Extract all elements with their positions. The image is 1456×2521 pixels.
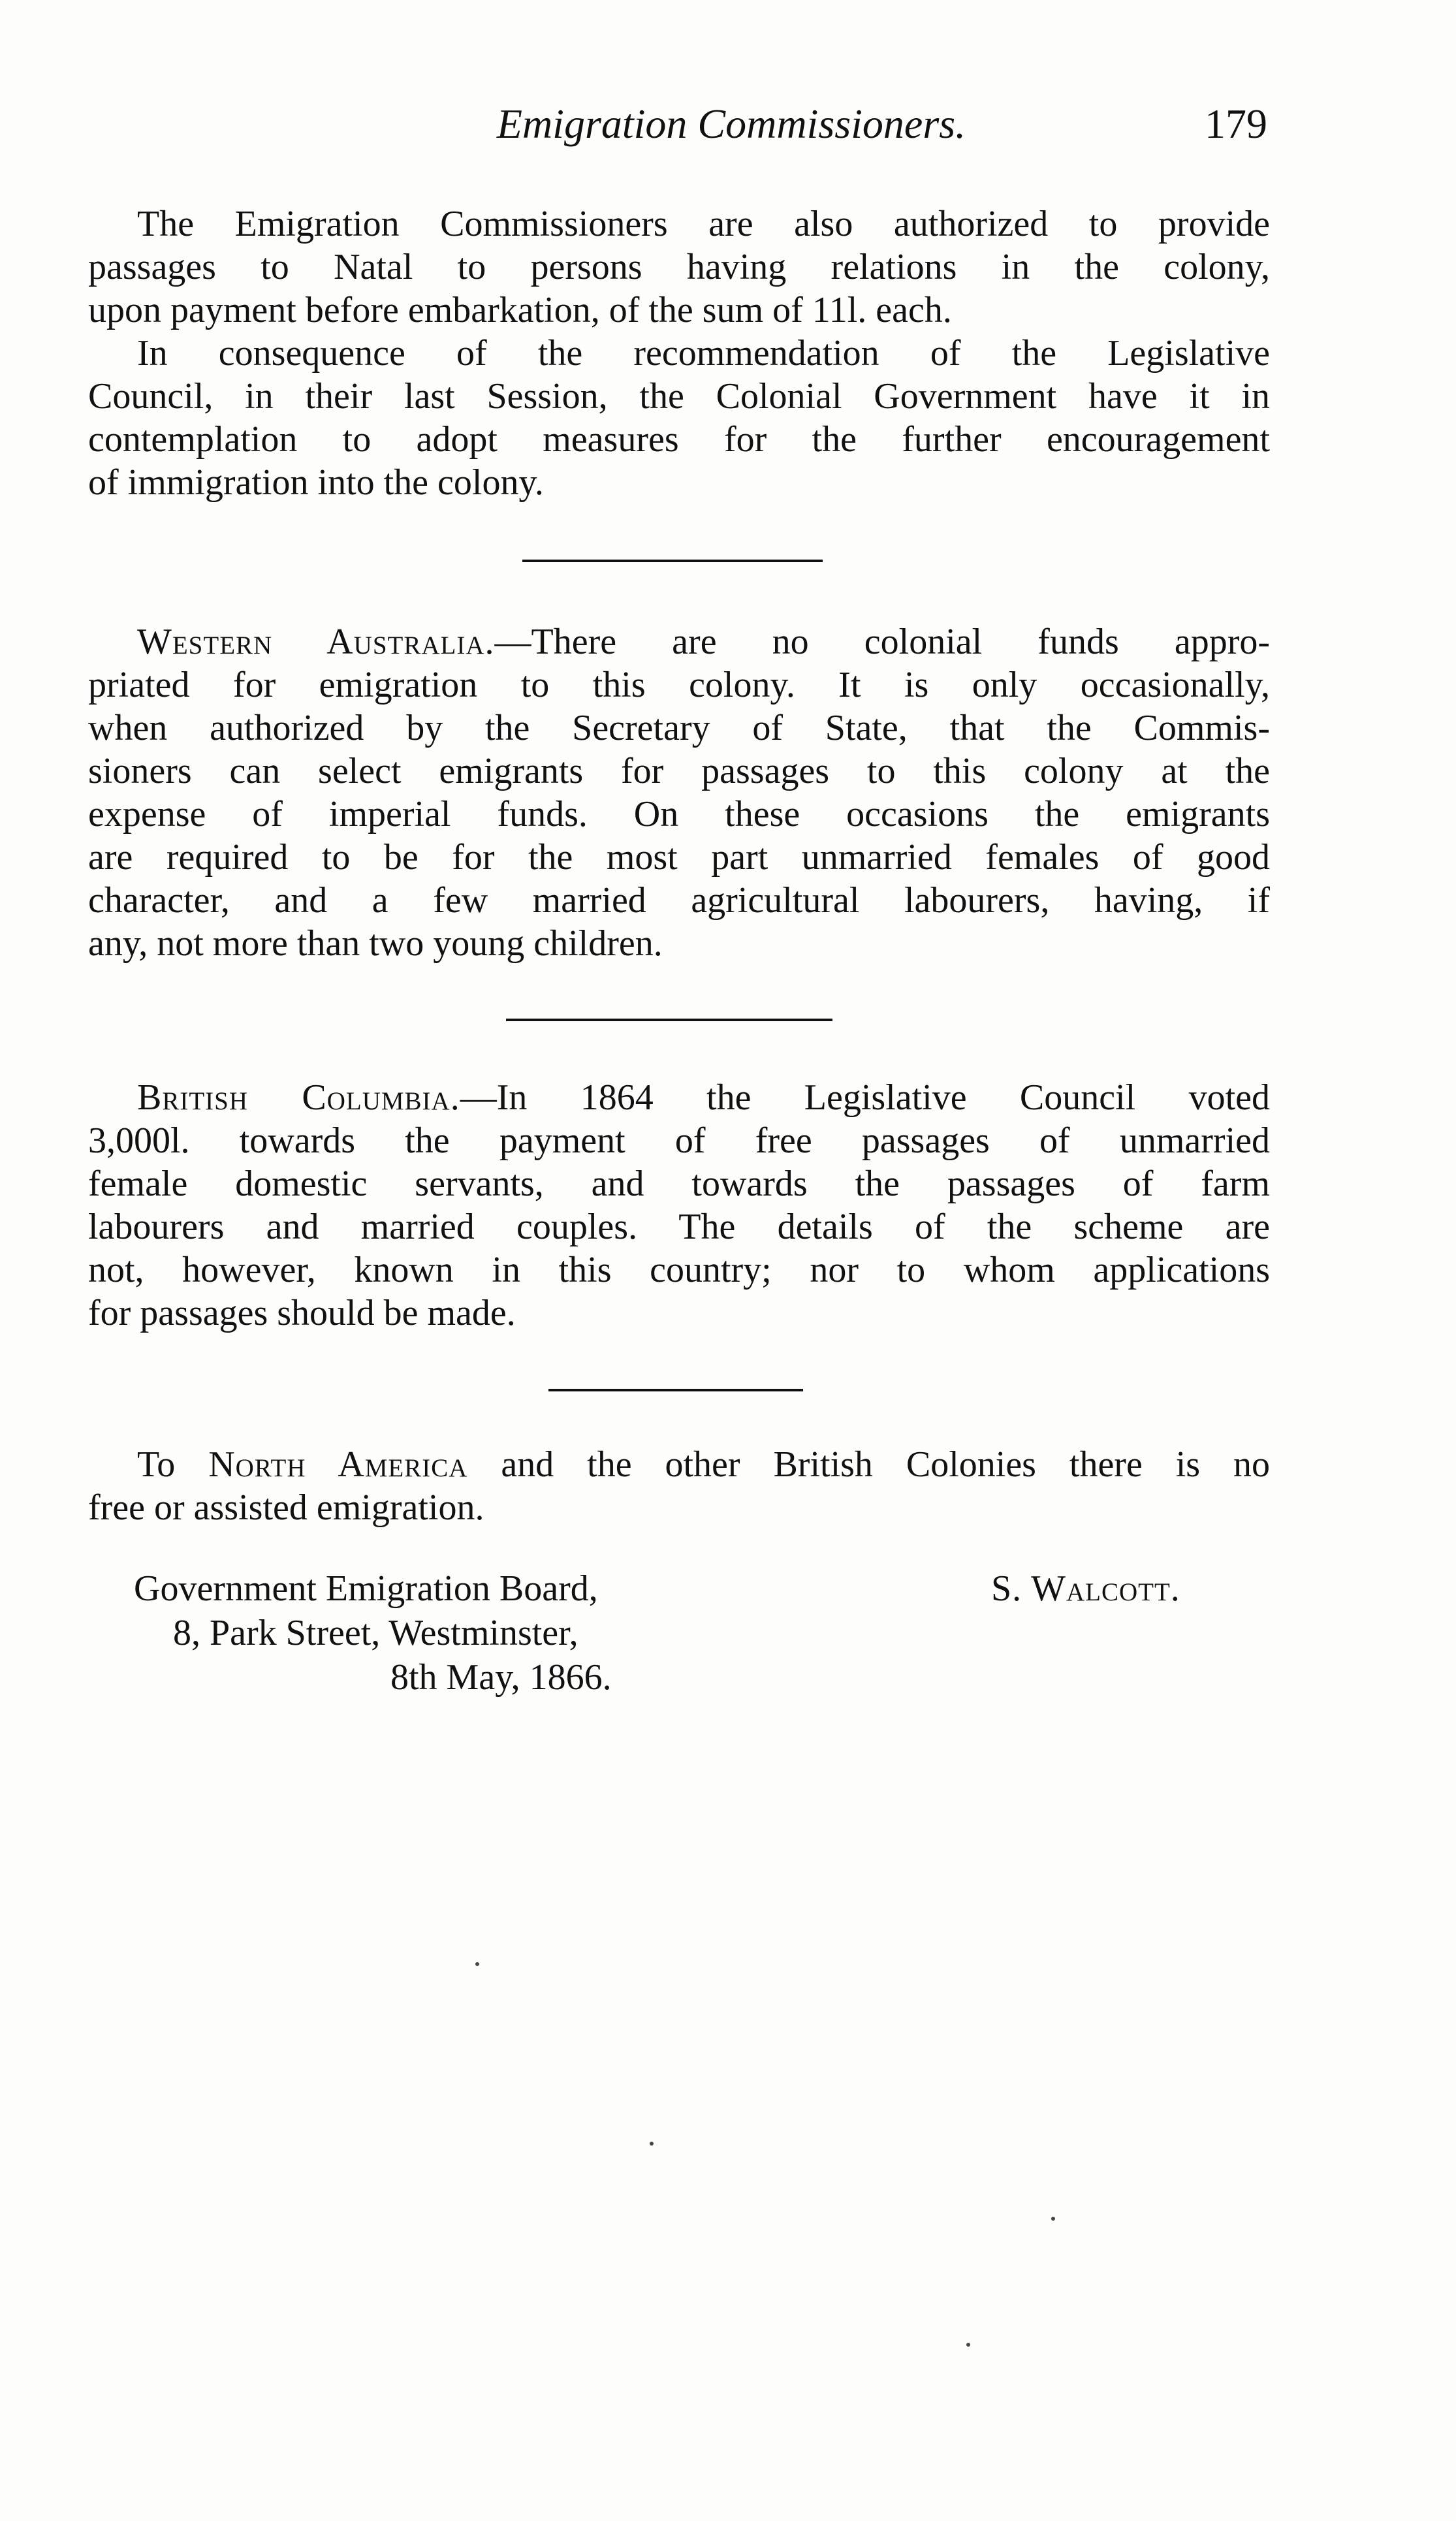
section-heading-north-america: North America xyxy=(208,1444,468,1485)
signature-date: 8th May, 1866. xyxy=(390,1657,612,1698)
section-heading-british-columbia: British Columbia. xyxy=(137,1077,460,1118)
signature-address: 8, Park Street, Westminster, xyxy=(173,1613,578,1653)
scan-speck xyxy=(475,1962,479,1966)
section-heading-western-australia: Western Australia. xyxy=(137,622,495,662)
text-line: passages to Natal to persons having relations in the colony, xyxy=(88,247,1270,287)
section-divider xyxy=(506,1019,832,1021)
section-divider xyxy=(522,560,823,562)
text-line: not, however, known in this country; nor to whom applications xyxy=(88,1250,1270,1290)
text-fragment: —In 1864 the Legislative Council voted xyxy=(460,1077,1270,1118)
text-line: any, not more than two young children. xyxy=(88,923,663,964)
page-number: 179 xyxy=(1205,101,1267,147)
text-line xyxy=(88,1443,1270,1486)
text-line: sioners can select emigrants for passages to this colony at the xyxy=(88,751,1270,791)
text-line: for passages should be made. xyxy=(88,1293,516,1333)
text-line: expense of imperial funds. On these occasions the emigrants xyxy=(88,794,1270,834)
scan-speck xyxy=(650,2142,654,2146)
signature-board: Government Emigration Board, xyxy=(134,1568,598,1609)
text-line: when authorized by the Secretary of State, that the Commis- xyxy=(88,708,1270,748)
text-line: of immigration into the colony. xyxy=(88,462,544,503)
text-fragment: and the other British Colonies there is no xyxy=(467,1444,1270,1485)
text-line xyxy=(88,1076,1270,1119)
text-line: contemplation to adopt measures for the further encouragement xyxy=(88,419,1270,460)
text-line xyxy=(88,620,1270,663)
text-line: Council, in their last Session, the Colonial Government have it in xyxy=(88,376,1270,417)
text-line: In consequence of the recommendation of the Legislative xyxy=(137,333,1270,373)
western-australia-paragraph xyxy=(88,620,1270,965)
natal-paragraph xyxy=(88,202,1270,332)
scan-speck xyxy=(966,2343,970,2347)
north-america-paragraph xyxy=(88,1443,1270,1529)
text-line: female domestic servants, and towards the passages of farm xyxy=(88,1164,1270,1204)
text-line: free or assisted emigration. xyxy=(88,1487,484,1528)
signatory-name: S. Walcott. xyxy=(991,1568,1180,1609)
text-line: labourers and married couples. The details of the scheme are xyxy=(88,1207,1270,1247)
british-columbia-paragraph xyxy=(88,1076,1270,1335)
text-fragment: —There are no colonial funds appro- xyxy=(494,622,1270,662)
running-header-title: Emigration Commissioners. xyxy=(496,101,966,147)
section-divider xyxy=(548,1389,803,1391)
text-fragment: To xyxy=(137,1444,176,1485)
text-line: are required to be for the most part unmarried females of good xyxy=(88,837,1270,878)
text-line: upon payment before embarkation, of the sum of 11l. each. xyxy=(88,290,952,330)
text-line: The Emigration Commissioners are also authorized to provide xyxy=(137,204,1270,244)
text-line: 3,000l. towards the payment of free passages of unmarried xyxy=(88,1120,1270,1161)
natal-immigration-paragraph xyxy=(88,332,1270,504)
text-line: character, and a few married agricultural labourers, having, if xyxy=(88,880,1270,921)
scan-speck xyxy=(1051,2217,1055,2221)
text-line: priated for emigration to this colony. It is only occasionally, xyxy=(88,665,1270,705)
